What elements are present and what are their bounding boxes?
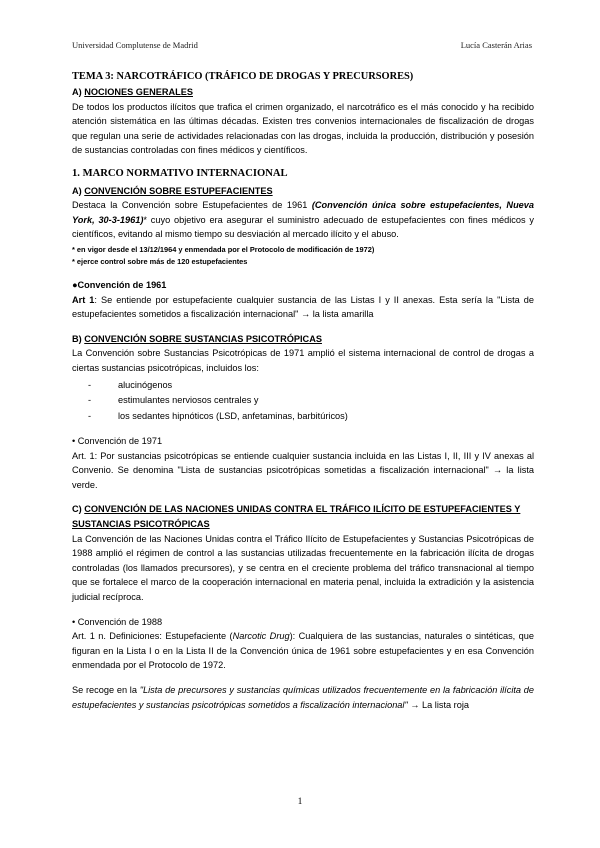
convention-1988-bullet: • Convención de 1988 <box>72 616 163 627</box>
red-list-paragraph: Se recoge en la "Lista de precursores y sustancias químicas utilizados frecuentemente en la fabricación ilícita de estupefacientes y sustancias psicotrópicas sometidos a fiscalización internacional" → La lista roja <box>72 684 534 710</box>
list-item: - alucinógenos <box>88 379 173 390</box>
section-1-title: 1. MARCO NORMATIVO INTERNACIONAL <box>72 167 288 179</box>
page-title: TEMA 3: NARCOTRÁFICO (TRÁFICO DE DROGAS Y PRECURSORES) <box>72 71 414 82</box>
convention-1971-article: Art. 1: Por sustancias psicotrópicas se entiende cualquier sustancia incluida en las Listas I, II, III y IV anexas al Convenio. Se denomina "Lista de sustancias psicotrópicas sometidas a fiscalización internacional" → la lista verde. <box>72 450 534 490</box>
convention-1971-bullet: • Convención de 1971 <box>72 436 163 446</box>
convention-1961-heading: A) CONVENCIÓN SOBRE ESTUPEFACIENTES <box>72 185 273 196</box>
convention-1988-heading: C) CONVENCIÓN DE LAS NACIONES UNIDAS CONTRA EL TRÁFICO ILÍCITO DE ESTUPEFACIENTES Y SUSTANCIAS PSICOTRÓPICAS <box>72 504 521 529</box>
convention-1961-text: Destaca la Convención sobre Estupefacientes de 1961 (Convención única sobre estupefacientes, Nueva York, 30-3-1961)* cuyo objetivo era asegurar el suministro adecuado de estupefacientes con fines médicos y científicos, evitando al mismo tiempo su desviación al mercado ilícito y el abuso. <box>72 200 535 240</box>
subsection-a-text: De todos los productos ilícitos que trafica el crimen organizado, el narcotráfico es el más conocido y ha recibido atención sistemática en las últimas décadas. Existen tres convenios internacionales de fiscalización de drogas que regulan una serie de actividades relacionadas con las drogas, incluida la producción, distribución y posesión de sustancias controladas con fines médicos y científicos. <box>72 101 534 156</box>
convention-1988-article: Art. 1 n. Definiciones: Estupefaciente (Narcotic Drug): Cualquiera de las sustancias, naturales o sintéticas, que figuran en la Lista I o en la Lista II de la Convención única de 1961 sobre estupefacientes y en esa Convención enmendada por el Protocolo de 1972. <box>72 631 534 671</box>
convention-1961-label: CONVENCIÓN SOBRE ESTUPEFACIENTES <box>84 185 273 196</box>
list-item: - estimulantes nerviosos centrales y <box>88 395 259 405</box>
convention-1961-bullet: ●Convención de 1961 <box>72 279 167 290</box>
convention-1971-label: CONVENCIÓN SOBRE SUSTANCIAS PSICOTRÓPICAS <box>84 333 322 344</box>
header-left: Universidad Complutense de Madrid <box>72 40 198 50</box>
page-content <box>72 70 534 712</box>
convention-1961-note-1: * en vigor desde el 13/12/1964 y enmendada por el Protocolo de modificación de 1972) <box>72 244 375 254</box>
convention-1988-text: La Convención de las Naciones Unidas contra el Tráfico Ilícito de Estupefacientes y Sustancias Psicotrópicas de 1988 amplió el régimen de control a las sustancias utilizadas frecuentemente en la fabricación ilícita de drogas controladas (los llamados precursores), y se centra en el creciente problema del tráfico transnacional al tiempo que se fortalece el marco de la cooperación internacional en materia penal, incluida la extradición y la asistencia judicial recíproca. <box>72 533 534 602</box>
subsection-a-heading: A) NOCIONES GENERALES <box>72 87 193 97</box>
list-item: - los sedantes hipnóticos (LSD, anfetaminas, barbitúricos) <box>88 410 348 421</box>
convention-1988-label: CONVENCIÓN DE LAS NACIONES UNIDAS CONTRA EL TRÁFICO ILÍCITO DE ESTUPEFACIENTES Y SUSTANCIAS PSICOTRÓPICAS <box>72 504 521 529</box>
substance-list <box>72 378 534 425</box>
subsection-a-label: NOCIONES GENERALES <box>84 87 193 97</box>
page-number: 1 <box>297 797 303 807</box>
convention-1961-article: Art 1: Se entiende por estupefaciente cualquier sustancia de las Listas I y II anexas. Esta sería la "Lista de estupefacientes sometidos a fiscalización internacional" → la lista amarilla <box>72 294 534 320</box>
convention-1961-note-2: * ejerce control sobre más de 120 estupefacientes <box>72 256 248 266</box>
convention-1971-heading: B) CONVENCIÓN SOBRE SUSTANCIAS PSICOTRÓPICAS <box>72 333 322 344</box>
convention-1971-text: La Convención sobre Sustancias Psicotrópicas de 1971 amplió el sistema internacional de control de drogas a ciertas sustancias psicotrópicas, incluidos los: <box>72 348 534 373</box>
header-right: Lucía Casterán Arias <box>460 40 532 50</box>
